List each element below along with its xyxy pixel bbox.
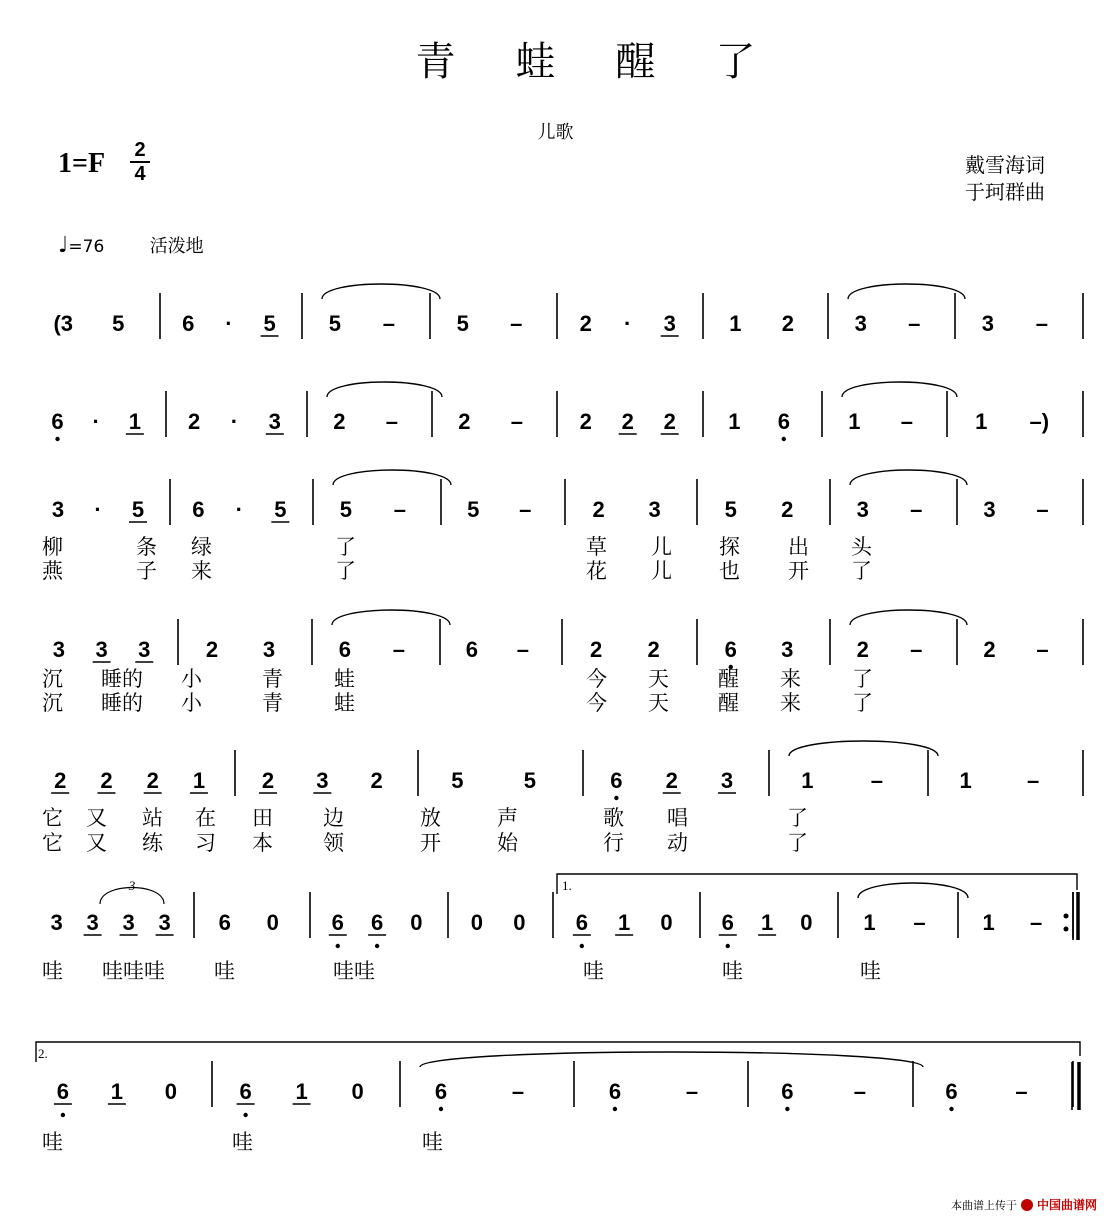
time-signature-top: 2 — [134, 139, 146, 161]
note-digit: 1 — [982, 910, 995, 935]
lyric-syllable: 开 — [788, 559, 809, 583]
volta-label-2: 2. — [38, 1046, 48, 1061]
note-digit: 3 — [51, 497, 65, 522]
note-digit: 3 — [52, 637, 66, 662]
note-digit: – — [685, 1079, 699, 1104]
note-digit: 3 — [158, 910, 171, 935]
lyric-syllable: 也 — [719, 559, 740, 583]
note-digit: – — [910, 637, 923, 662]
note-digit: – — [900, 409, 913, 434]
tie-arc — [420, 1052, 923, 1067]
lyric-syllable: 草 — [586, 535, 607, 559]
lyric-syllable: 花 — [586, 559, 607, 583]
lyric-syllable: 了 — [852, 667, 873, 691]
note-digit: 1 — [128, 409, 141, 434]
lyric-syllable: 沉 — [42, 691, 63, 715]
lyric-syllable: 动 — [667, 831, 688, 855]
lyric-syllable: 唱 — [667, 806, 688, 830]
note-digit: 5 — [112, 311, 125, 336]
note-digit: 1 — [295, 1079, 308, 1104]
note-digit: – — [516, 637, 529, 662]
lyric-syllable: 放 — [420, 806, 441, 830]
note-digit: –) — [1029, 409, 1050, 434]
lyric-syllable: 哇 — [722, 959, 743, 983]
note-digit: 2 — [333, 409, 346, 434]
lyric-syllable: 蛙 — [334, 691, 355, 715]
note-digit: 2 — [458, 409, 471, 434]
note-digit: · — [225, 311, 233, 336]
note-digit: · — [230, 409, 239, 434]
lyric-syllable: 本 — [252, 831, 273, 855]
note-digit: – — [385, 409, 398, 434]
note-digit: 6 — [434, 1079, 448, 1104]
lyric-syllable: 醒 — [718, 691, 739, 715]
note-digit: 2 — [856, 637, 869, 662]
note-digit: 6 — [370, 910, 384, 935]
lyric-syllable: 青 — [262, 691, 283, 715]
note-digit: (3 — [53, 311, 74, 336]
note-digit: – — [1030, 910, 1043, 935]
triplet-number: 3 — [128, 878, 136, 893]
note-digit: – — [853, 1079, 866, 1104]
lower-octave-dot — [949, 1107, 953, 1111]
note-digit: 6 — [465, 637, 478, 662]
lyric-syllable: 哇 — [583, 959, 604, 983]
lyric-syllable: 青 — [262, 667, 283, 691]
note-digit: 0 — [410, 910, 423, 935]
tie-arc — [858, 883, 968, 898]
note-digit: 2 — [781, 311, 794, 336]
note-digit: – — [382, 311, 396, 336]
note-digit: 5 — [724, 497, 737, 522]
lyric-syllable: 了 — [851, 559, 872, 583]
lyric-syllable: 天 — [648, 667, 669, 691]
lower-octave-dot — [580, 944, 584, 948]
lyric-syllable: 小 — [181, 667, 202, 691]
note-digit: 5 — [339, 497, 353, 522]
note-digit: 2 — [579, 311, 592, 336]
note-digit: 3 — [781, 637, 794, 662]
footer-watermark — [951, 1196, 1097, 1213]
note-digit: 1 — [959, 768, 972, 793]
lyric-syllable: 子 — [136, 559, 157, 583]
note-digit: 3 — [720, 768, 734, 793]
note-digit: 2 — [370, 768, 383, 793]
note-digit: 0 — [513, 910, 526, 935]
quarter-note-icon: ♩ — [58, 233, 69, 258]
note-digit: 2 — [983, 637, 996, 662]
note-digit: 5 — [263, 311, 276, 336]
note-digit: – — [510, 409, 523, 434]
lyric-syllable: 哇 — [42, 1130, 63, 1154]
tempo-bpm: =76 — [68, 237, 105, 257]
note-digit: – — [1027, 768, 1040, 793]
lyric-syllable: 哇哇 — [333, 959, 375, 983]
note-digit: 5 — [131, 497, 145, 522]
tie-arc — [848, 284, 965, 299]
lyric-syllable: 柳 — [42, 535, 63, 559]
note-digit: 3 — [648, 497, 661, 522]
note-digit: 2 — [261, 768, 275, 793]
note-digit: 1 — [863, 910, 876, 935]
lyric-syllable: 哇 — [232, 1130, 253, 1154]
score-subtitle: 儿歌 — [537, 122, 574, 143]
note-digit: 2 — [647, 637, 660, 662]
note-digit: 6 — [338, 637, 352, 662]
lyric-syllable: 又 — [86, 831, 107, 855]
footer-upload-text: 本曲谱上传于 — [950, 1198, 1017, 1212]
lyric-syllable: 又 — [86, 806, 107, 830]
note-digit: 3 — [122, 910, 135, 935]
note-digit: 2 — [590, 637, 603, 662]
time-signature-bottom: 4 — [134, 163, 146, 185]
lyric-syllable: 今 — [586, 691, 607, 715]
lyric-syllable: 沉 — [42, 667, 63, 691]
lyric-syllable: 睡的 — [101, 691, 143, 715]
expression-mark: 活泼地 — [149, 236, 204, 257]
lyric-syllable: 醒 — [718, 667, 739, 691]
note-digit: 2 — [100, 768, 113, 793]
note-digit: 6 — [239, 1079, 252, 1104]
note-digit: – — [1036, 497, 1049, 522]
note-digit: – — [1036, 637, 1049, 662]
note-digit: 2 — [621, 409, 634, 434]
site-name: 中国曲谱网 — [1036, 1198, 1097, 1212]
note-digit: 3 — [262, 637, 276, 662]
lyric-syllable: 来 — [780, 691, 801, 715]
note-digit: 6 — [51, 409, 64, 434]
note-digit: – — [1015, 1079, 1028, 1104]
note-digit: 3 — [268, 409, 281, 434]
note-digit: 5 — [456, 311, 469, 336]
site-logo-icon — [1021, 1199, 1033, 1211]
note-digit: 6 — [575, 910, 588, 935]
note-digit: – — [910, 497, 923, 522]
volta-label-1: 1. — [562, 878, 572, 893]
note-digit: · — [94, 497, 102, 522]
note-digit: · — [235, 497, 244, 522]
note-digit: 3 — [95, 637, 108, 662]
lyric-syllable: 始 — [497, 831, 518, 855]
composer-credit: 于珂群曲 — [965, 180, 1045, 204]
lower-octave-dot — [439, 1107, 443, 1111]
tie-arc — [850, 610, 967, 625]
note-digit: 1 — [801, 768, 814, 793]
note-digit: 5 — [328, 311, 342, 336]
note-digit: 6 — [182, 311, 195, 336]
lower-octave-dot — [614, 796, 618, 800]
note-digit: 0 — [800, 910, 813, 935]
tie-arc — [322, 284, 440, 299]
note-digit: 2 — [205, 637, 219, 662]
note-digit: 6 — [218, 910, 231, 935]
note-digit: 0 — [470, 910, 483, 935]
lyric-syllable: 领 — [323, 831, 344, 855]
tie-arc — [332, 610, 450, 625]
note-digit: 1 — [192, 768, 206, 793]
lower-octave-dot — [785, 1107, 789, 1111]
lyric-syllable: 它 — [42, 831, 63, 855]
lyric-syllable: 习 — [195, 831, 216, 855]
lyric-syllable: 练 — [142, 831, 163, 855]
lyric-syllable: 来 — [191, 559, 212, 583]
volta-bracket-1 — [557, 874, 1077, 894]
lyric-syllable: 声 — [497, 806, 518, 830]
note-digit: 2 — [665, 768, 678, 793]
note-digit: 5 — [451, 768, 464, 793]
note-digit: 0 — [660, 910, 673, 935]
lyric-syllable: 探 — [719, 535, 740, 559]
lower-octave-dot — [61, 1113, 65, 1117]
note-digit: – — [1035, 311, 1049, 336]
note-digit: 3 — [983, 497, 996, 522]
lyric-syllable: 哇 — [422, 1130, 443, 1154]
note-digit: 3 — [663, 311, 676, 336]
tie-arc — [327, 382, 442, 397]
note-digit: 6 — [331, 910, 344, 935]
tie-arc — [842, 382, 957, 397]
score-title: 青蛙醒了 — [415, 39, 816, 85]
note-digit: 1 — [848, 409, 861, 434]
lower-octave-dot — [782, 437, 786, 441]
lyric-syllable: 哇 — [42, 959, 63, 983]
lyric-syllable: 哇 — [860, 959, 881, 983]
lyric-syllable: 儿 — [651, 535, 672, 559]
lyric-syllable: 头 — [851, 535, 872, 559]
tie-arc — [789, 741, 938, 756]
lyric-syllable: 哇 — [214, 959, 235, 983]
note-digit: – — [870, 768, 883, 793]
lower-octave-dot — [375, 944, 379, 948]
note-digit: 1 — [110, 1079, 124, 1104]
lyric-syllable: 歌 — [603, 806, 624, 830]
note-digit: – — [519, 497, 532, 522]
key-signature: 1=F — [58, 148, 106, 179]
note-digit: 3 — [50, 910, 63, 935]
lyric-syllable: 行 — [603, 831, 624, 855]
note-digit: 3 — [86, 910, 99, 935]
note-digit: – — [393, 497, 407, 522]
note-digit: 0 — [164, 1079, 178, 1104]
note-digit: 6 — [608, 1079, 622, 1104]
lyric-syllable: 儿 — [651, 559, 672, 583]
lyric-syllable: 哇哇哇 — [102, 959, 165, 983]
lyric-syllable: 小 — [181, 691, 202, 715]
note-digit: 1 — [729, 311, 742, 336]
lower-octave-dot — [243, 1113, 247, 1117]
note-digit: 2 — [781, 497, 794, 522]
lyric-syllable: 田 — [252, 806, 273, 830]
note-digit: 6 — [56, 1079, 70, 1104]
lower-octave-dot — [726, 944, 730, 948]
note-digit: 5 — [467, 497, 480, 522]
note-digit: 2 — [146, 768, 159, 793]
volta-bracket-2 — [36, 1042, 1080, 1062]
lyric-syllable: 在 — [195, 806, 216, 830]
note-digit: – — [392, 637, 406, 662]
note-digit: 0 — [351, 1079, 364, 1104]
note-digit: 1 — [975, 409, 988, 434]
note-digit: – — [511, 1079, 525, 1104]
lyric-syllable: 开 — [420, 831, 441, 855]
note-digit: 3 — [854, 311, 867, 336]
lyric-syllable: 了 — [852, 691, 873, 715]
note-digit: 6 — [610, 768, 623, 793]
note-digit: 6 — [781, 1079, 794, 1104]
note-digit: 5 — [274, 497, 287, 522]
lyric-syllable: 条 — [136, 535, 157, 559]
lyric-syllable: 睡的 — [101, 667, 143, 691]
note-digit: 2 — [187, 409, 201, 434]
lyric-syllable: 了 — [787, 806, 808, 830]
note-digit: 1 — [728, 409, 741, 434]
lower-octave-dot — [613, 1107, 617, 1111]
note-digit: 6 — [724, 637, 737, 662]
note-digit: 1 — [618, 910, 631, 935]
repeat-dot — [1064, 914, 1069, 919]
lyric-syllable: 了 — [787, 831, 808, 855]
note-digit: 5 — [523, 768, 536, 793]
note-digit: 2 — [579, 409, 592, 434]
lower-octave-dot — [336, 944, 340, 948]
note-digit: 3 — [856, 497, 869, 522]
note-digit: 1 — [760, 910, 774, 935]
note-digit: 3 — [316, 768, 329, 793]
lyric-syllable: 它 — [42, 806, 63, 830]
note-digit: – — [908, 311, 921, 336]
lyric-syllable: 出 — [788, 535, 809, 559]
note-digit: 6 — [721, 910, 734, 935]
lyric-syllable: 来 — [780, 667, 801, 691]
lyric-syllable: 绿 — [191, 535, 212, 559]
lyricist-credit: 戴雪海词 — [965, 153, 1045, 177]
tie-arc — [333, 470, 451, 485]
note-digit: 3 — [138, 637, 151, 662]
note-digit: 6 — [945, 1079, 958, 1104]
lower-octave-dot — [55, 437, 59, 441]
tie-arc — [850, 470, 967, 485]
note-digit: 2 — [54, 768, 67, 793]
lyric-syllable: 天 — [648, 691, 669, 715]
note-digit: 3 — [981, 311, 995, 336]
note-digit: · — [92, 409, 100, 434]
lyric-syllable: 边 — [323, 806, 344, 830]
lyric-syllable: 了 — [335, 535, 356, 559]
note-digit: 0 — [266, 910, 279, 935]
note-digit: 6 — [192, 497, 205, 522]
lyric-syllable: 蛙 — [334, 667, 355, 691]
note-digit: 6 — [777, 409, 790, 434]
lyric-syllable: 了 — [335, 559, 356, 583]
lyric-syllable: 今 — [586, 667, 607, 691]
note-digit: 2 — [592, 497, 605, 522]
lyric-syllable: 燕 — [42, 559, 63, 583]
note-digit: · — [624, 311, 632, 336]
lyric-syllable: 站 — [142, 806, 163, 830]
note-digit: 2 — [663, 409, 676, 434]
note-digit: – — [510, 311, 523, 336]
repeat-dot — [1064, 927, 1069, 932]
note-digit: – — [913, 910, 926, 935]
